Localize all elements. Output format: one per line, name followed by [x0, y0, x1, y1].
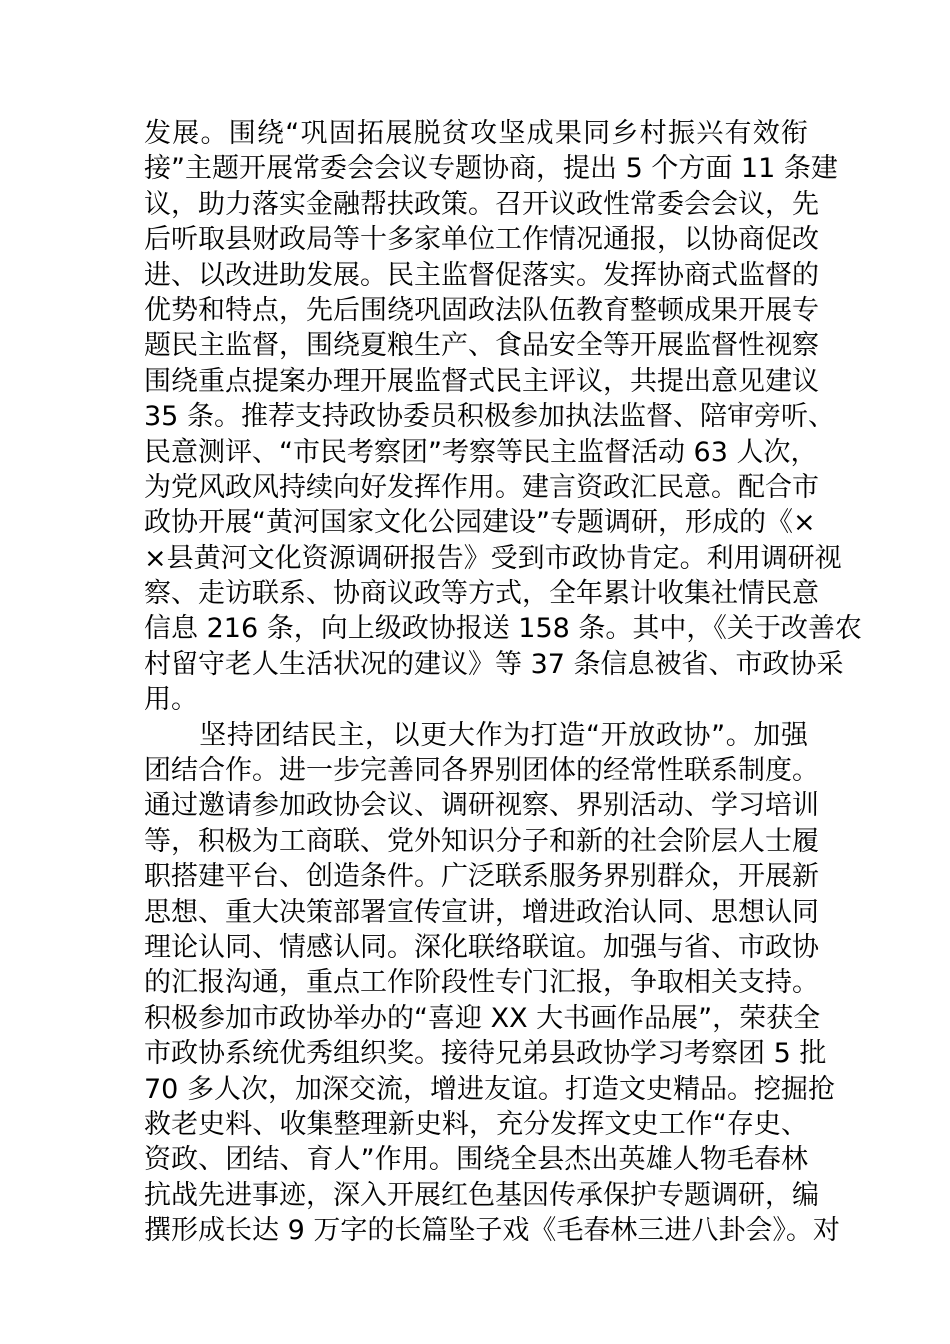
text-line-31: 抗战先进事迹，深入开展红色基因传承保护专题调研，编 — [144, 1179, 819, 1211]
text-line-14: 察、走访联系、协商议政等方式，全年累计收集社情民意 — [144, 578, 819, 610]
text-line-7: 题民主监督，围绕夏粮生产、食品安全等开展监督性视察 — [144, 330, 819, 362]
text-line-20: 通过邀请参加政协会议、调研视察、界别活动、学习培训 — [144, 790, 819, 822]
body-text — [144, 116, 862, 1249]
text-line-13: ×县黄河文化资源调研报告》受到市政协肯定。利用调研视 — [144, 542, 842, 574]
text-line-26: 积极参加市政协举办的“喜迎 XX 大书画作品展”，荣获全 — [144, 1002, 821, 1034]
text-line-29: 救老史料、收集整理新史料，充分发挥文史工作“存史、 — [144, 1108, 808, 1140]
text-line-8: 围绕重点提案办理开展监督式民主评议，共提出意见建议 — [144, 365, 819, 397]
text-line-3: 议，助力落实金融帮扶政策。召开议政性常委会会议，先 — [144, 188, 819, 220]
text-line-22: 职搭建平台、创造条件。广泛联系服务界别群众，开展新 — [144, 861, 819, 893]
text-line-30: 资政、团结、育人”作用。围绕全县杰出英雄人物毛春林 — [144, 1144, 808, 1176]
text-line-23: 思想、重大决策部署宣传宣讲，增进政治认同、思想认同 — [144, 896, 819, 928]
text-line-1: 发展。围绕“巩固拓展脱贫攻坚成果同乡村振兴有效衔 — [144, 118, 808, 149]
text-line-21: 等，积极为工商联、党外知识分子和新的社会阶层人士履 — [144, 825, 819, 857]
text-line-19: 团结合作。进一步完善同各界别团体的经常性联系制度。 — [144, 755, 819, 787]
text-line-28: 70 多人次，加深交流，增进友谊。打造文史精品。挖掘抢 — [144, 1073, 835, 1105]
text-line-16: 村留守老人生活状况的建议》等 37 条信息被省、市政协采 — [144, 648, 844, 680]
text-line-24: 理论认同、情感认同。深化联络联谊。加强与省、市政协 — [144, 931, 819, 963]
text-line-18: 坚持团结民主，以更大作为打造“开放政协”。加强 — [144, 719, 808, 751]
text-line-10: 民意测评、“市民考察团”考察等民主监督活动 63 人次， — [144, 436, 818, 468]
text-line-11: 为党风政风持续向好发挥作用。建言资政汇民意。配合市 — [144, 471, 819, 503]
text-line-5: 进、以改进助发展。民主监督促落实。发挥协商式监督的 — [144, 259, 819, 291]
text-line-9: 35 条。推荐支持政协委员积极参加执法监督、陪审旁听、 — [144, 401, 835, 433]
text-line-12: 政协开展“黄河国家文化公园建设”专题调研，形成的《× — [144, 507, 816, 539]
text-line-15: 信息 216 条，向上级政协报送 158 条。其中，《关于改善农 — [144, 613, 862, 645]
text-line-27: 市政协系统优秀组织奖。接待兄弟县政协学习考察团 5 批 — [144, 1038, 827, 1070]
text-line-2: 接”主题开展常委会会议专题协商，提出 5 个方面 11 条建 — [144, 153, 838, 185]
text-line-25: 的汇报沟通，重点工作阶段性专门汇报，争取相关支持。 — [144, 967, 819, 999]
text-line-4: 后听取县财政局等十多家单位工作情况通报，以协商促改 — [144, 224, 819, 256]
text-line-17: 用。 — [144, 684, 198, 716]
text-line-32: 撰形成长达 9 万字的长篇坠子戏《毛春林三进八卦会》。对 — [144, 1215, 840, 1247]
text-line-6: 优势和特点，先后围绕巩固政法队伍教育整顿成果开展专 — [144, 294, 819, 326]
